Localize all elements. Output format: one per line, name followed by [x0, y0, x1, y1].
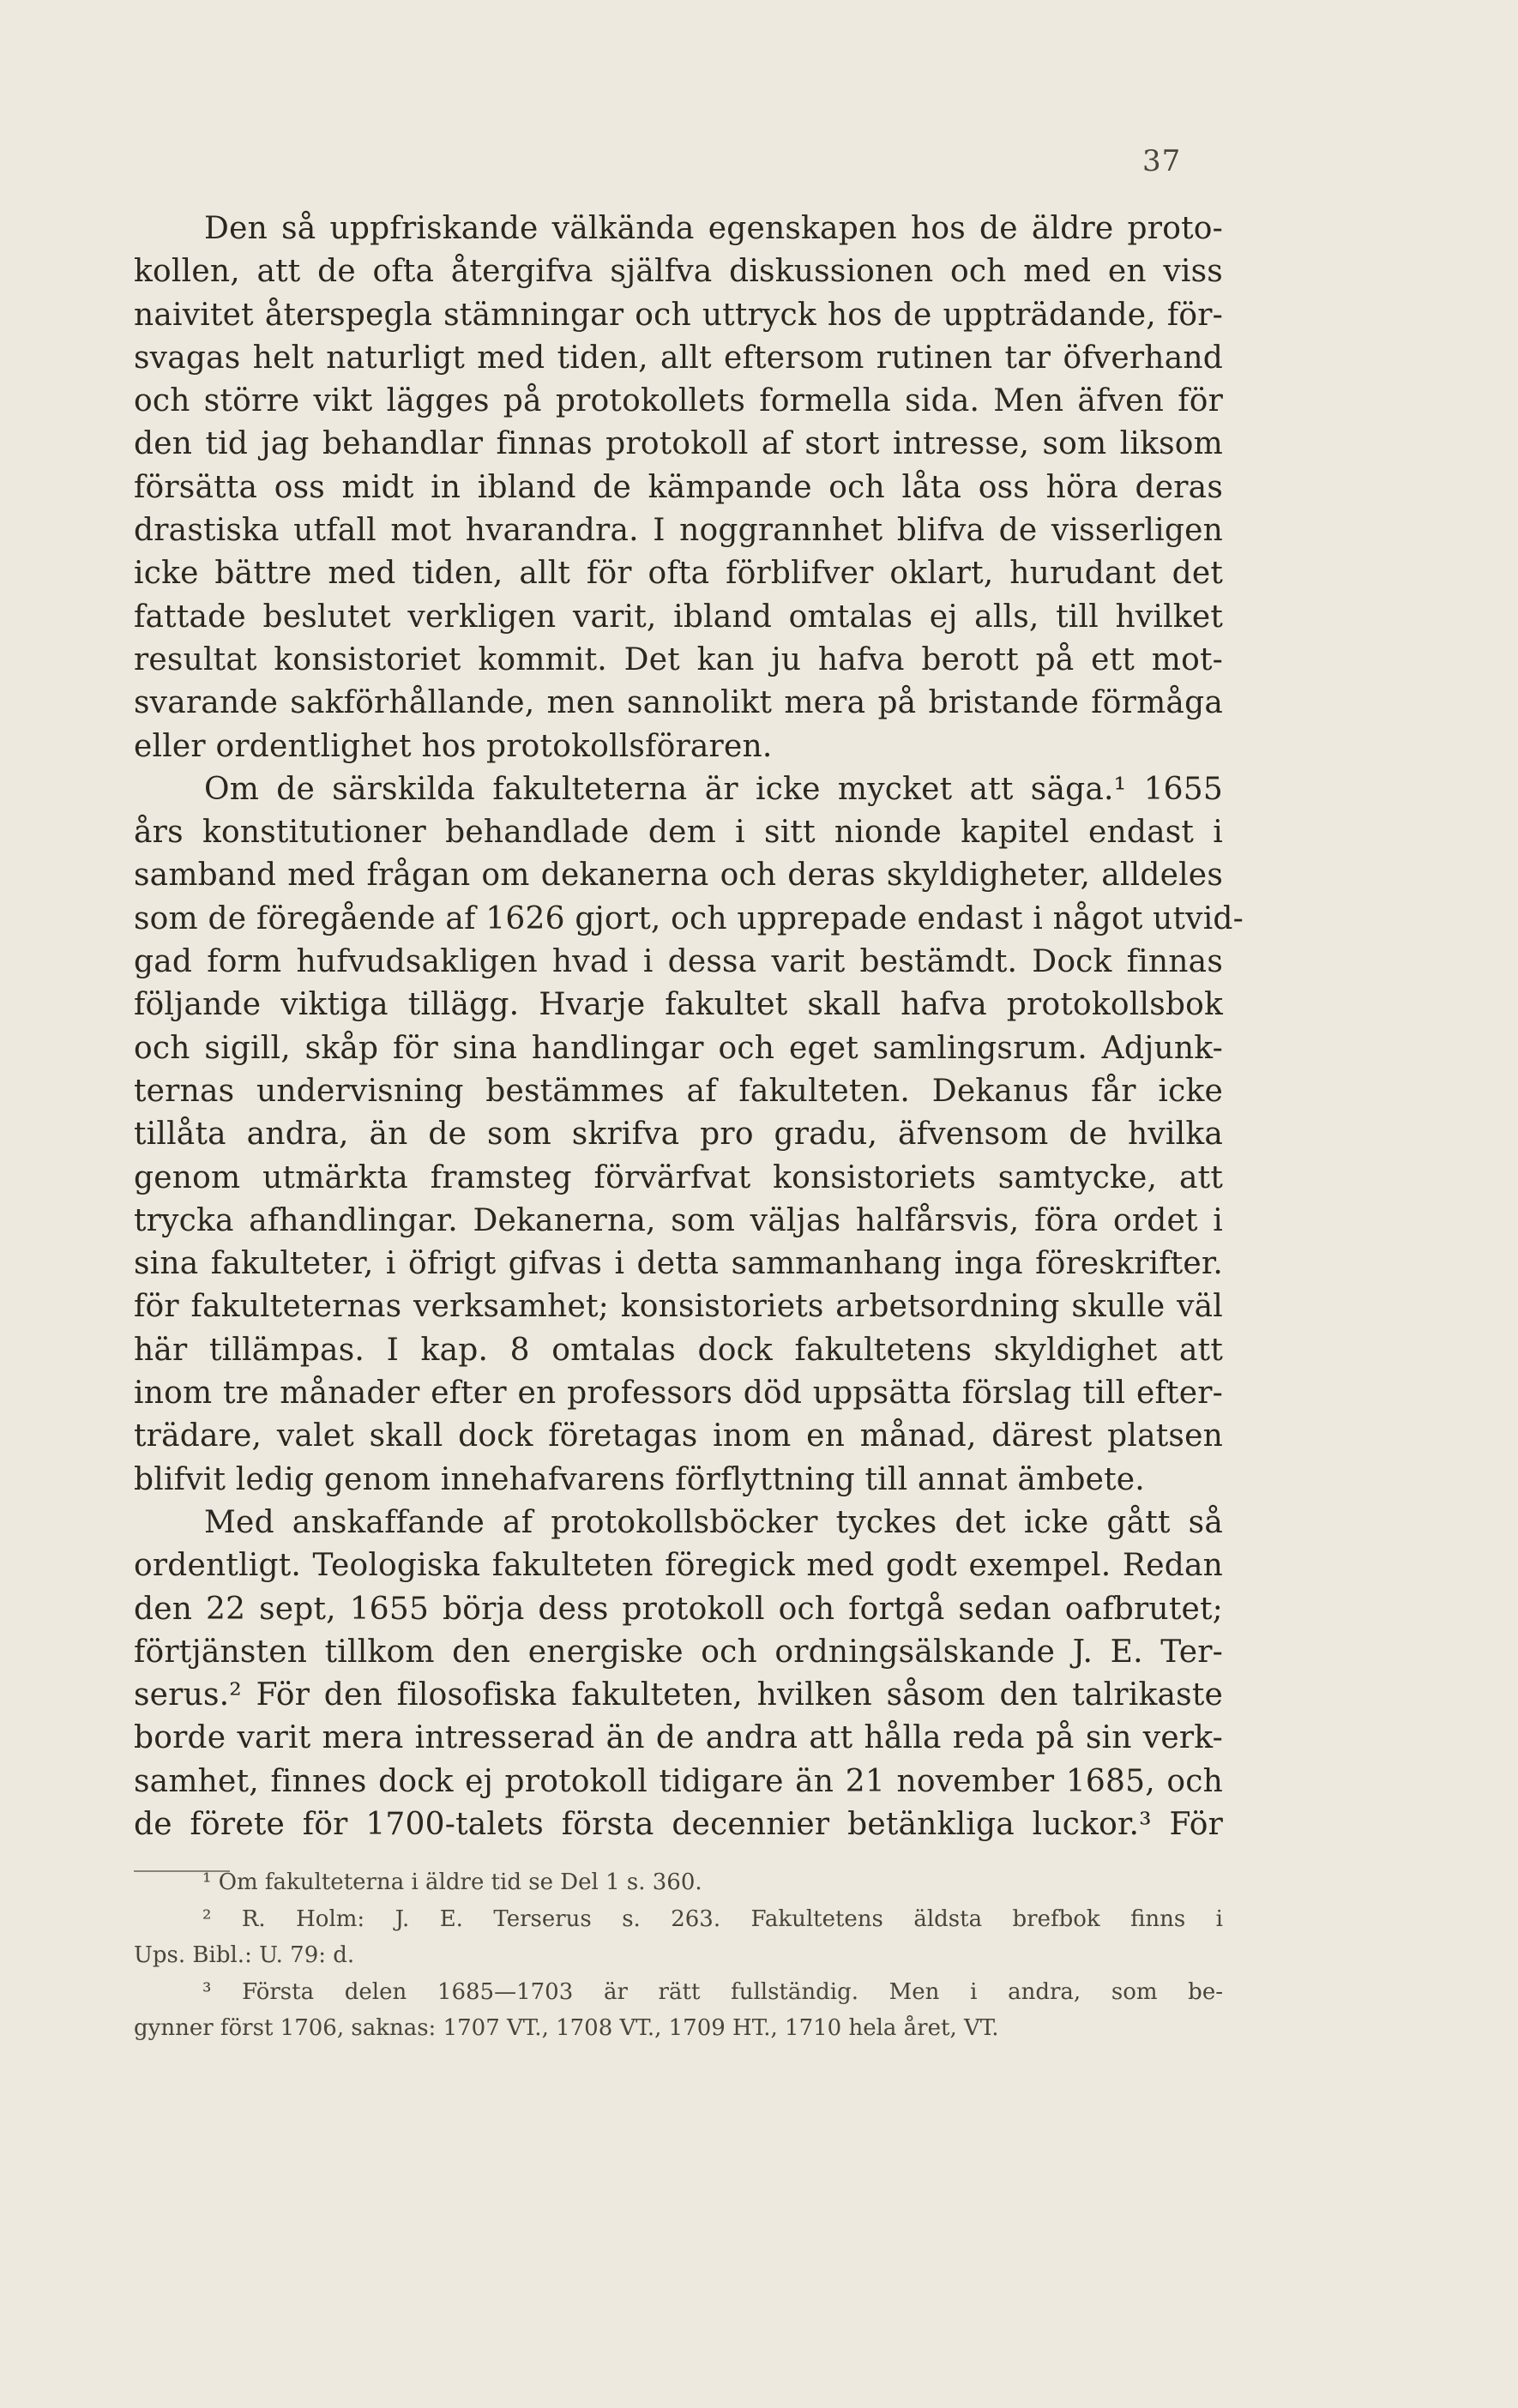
text-line: samhet, finnes dock ej protokoll tidigare än 21 november 1685, och	[134, 1763, 1223, 1799]
text-line: Om de särskilda fakulteterna är icke mycket att säga.¹ 1655	[204, 771, 1223, 807]
text-line: ternas undervisning bestämmes af fakulteten. Dekanus får icke	[134, 1073, 1223, 1109]
text-line: genom utmärkta framsteg förvärfvat konsistoriets samtycke, att	[134, 1159, 1223, 1195]
text-line: svarande sakförhållande, men sannolikt mera på bristande förmåga	[134, 685, 1223, 721]
text-line: svagas helt naturligt med tiden, allt eftersom rutinen tar öfverhand	[134, 340, 1223, 376]
text-line: inom tre månader efter en professors död uppsätta förslag till efter-	[134, 1376, 1223, 1412]
text-line: resultat konsistoriet kommit. Det kan ju hafva berott på ett mot-	[134, 641, 1223, 677]
footnote-line: gynner först 1706, saknas: 1707 VT., 1708 VT., 1709 HT., 1710 hela året, VT.	[134, 2015, 999, 2041]
footnote-line: ³ Första delen 1685—1703 är rätt fullständig. Men i andra, som be-	[202, 1978, 1223, 2005]
text-line: trycka afhandlingar. Dekanerna, som väljas halfårsvis, föra ordet i	[134, 1202, 1223, 1238]
text-line: Med anskaffande af protokollsböcker tyckes det icke gått så	[204, 1504, 1223, 1540]
text-line: drastiska utfall mot hvarandra. I noggrannhet blifva de visserligen	[134, 513, 1223, 549]
text-line: naivitet återspegla stämningar och uttryck hos de uppträdande, för-	[134, 297, 1223, 333]
footnote-line: ¹ Om fakulteterna i äldre tid se Del 1 s. 360.	[202, 1869, 702, 1895]
text-line: den 22 sept, 1655 börja dess protokoll och fortgå sedan oafbrutet;	[134, 1591, 1223, 1627]
text-line: och sigill, skåp för sina handlingar och eget samlingsrum. Adjunk-	[134, 1030, 1223, 1066]
text-line: samband med frågan om dekanerna och deras skyldigheter, alldeles	[134, 858, 1223, 894]
text-line: den tid jag behandlar finnas protokoll af stort intresse, som liksom	[134, 426, 1223, 462]
footnote-line: ² R. Holm: J. E. Terserus s. 263. Fakultetens äldsta brefbok finns i	[202, 1905, 1223, 1932]
text-line: försätta oss midt in ibland de kämpande och låta oss höra deras	[134, 469, 1223, 505]
text-line: eller ordentlighet hos protokollsföraren.	[134, 728, 773, 764]
text-line: som de föregående af 1626 gjort, och upprepade endast i något utvid-	[134, 900, 1244, 936]
text-line: följande viktiga tillägg. Hvarje fakultet skall hafva protokollsbok	[134, 987, 1223, 1023]
text-line: och större vikt lägges på protokollets formella sida. Men äfven för	[134, 383, 1223, 419]
text-line: tillåta andra, än de som skrifva pro gradu, äfvensom de hvilka	[134, 1117, 1223, 1153]
text-line: här tillämpas. I kap. 8 omtalas dock fakultetens skyldighet att	[134, 1332, 1223, 1368]
text-line: fattade beslutet verkligen varit, ibland omtalas ej alls, till hvilket	[134, 599, 1223, 635]
text-line: trädare, valet skall dock företagas inom en månad, därest platsen	[134, 1418, 1223, 1454]
body-text	[134, 208, 1244, 1846]
page-number: 37	[1142, 144, 1182, 178]
text-line: sina fakulteter, i öfrigt gifvas i detta sammanhang inga föreskrifter.	[134, 1246, 1223, 1282]
text-line: förtjänsten tillkom den energiske och ordningsälskande J. E. Ter-	[134, 1634, 1223, 1670]
text-line: blifvit ledig genom innehafvarens förflyttning till annat ämbete.	[134, 1461, 1145, 1497]
text-line: gad form hufvudsakligen hvad i dessa varit bestämdt. Dock finnas	[134, 944, 1223, 980]
text-line: borde varit mera intresserad än de andra att hålla reda på sin verk-	[134, 1720, 1223, 1756]
text-line: ordentligt. Teologiska fakulteten föregick med godt exempel. Redan	[134, 1548, 1223, 1584]
text-line: kollen, att de ofta återgifva själfva diskussionen och med en viss	[134, 254, 1223, 290]
text-line: de förete för 1700-talets första decennier betänkliga luckor.³ För	[134, 1806, 1223, 1842]
text-line: serus.² För den filosofiska fakulteten, hvilken såsom den talrikaste	[134, 1677, 1223, 1713]
text-line: för fakulteternas verksamhet; konsistoriets arbetsordning skulle väl	[134, 1289, 1223, 1325]
footnote-line: Ups. Bibl.: U. 79: d.	[134, 1942, 355, 1968]
footnotes	[134, 1864, 1223, 2047]
text-line: icke bättre med tiden, allt för ofta förblifver oklart, hurudant det	[134, 556, 1223, 592]
text-line: Den så uppfriskande välkända egenskapen hos de äldre proto-	[204, 211, 1223, 246]
text-line: års konstitutioner behandlade dem i sitt nionde kapitel endast i	[134, 815, 1223, 851]
